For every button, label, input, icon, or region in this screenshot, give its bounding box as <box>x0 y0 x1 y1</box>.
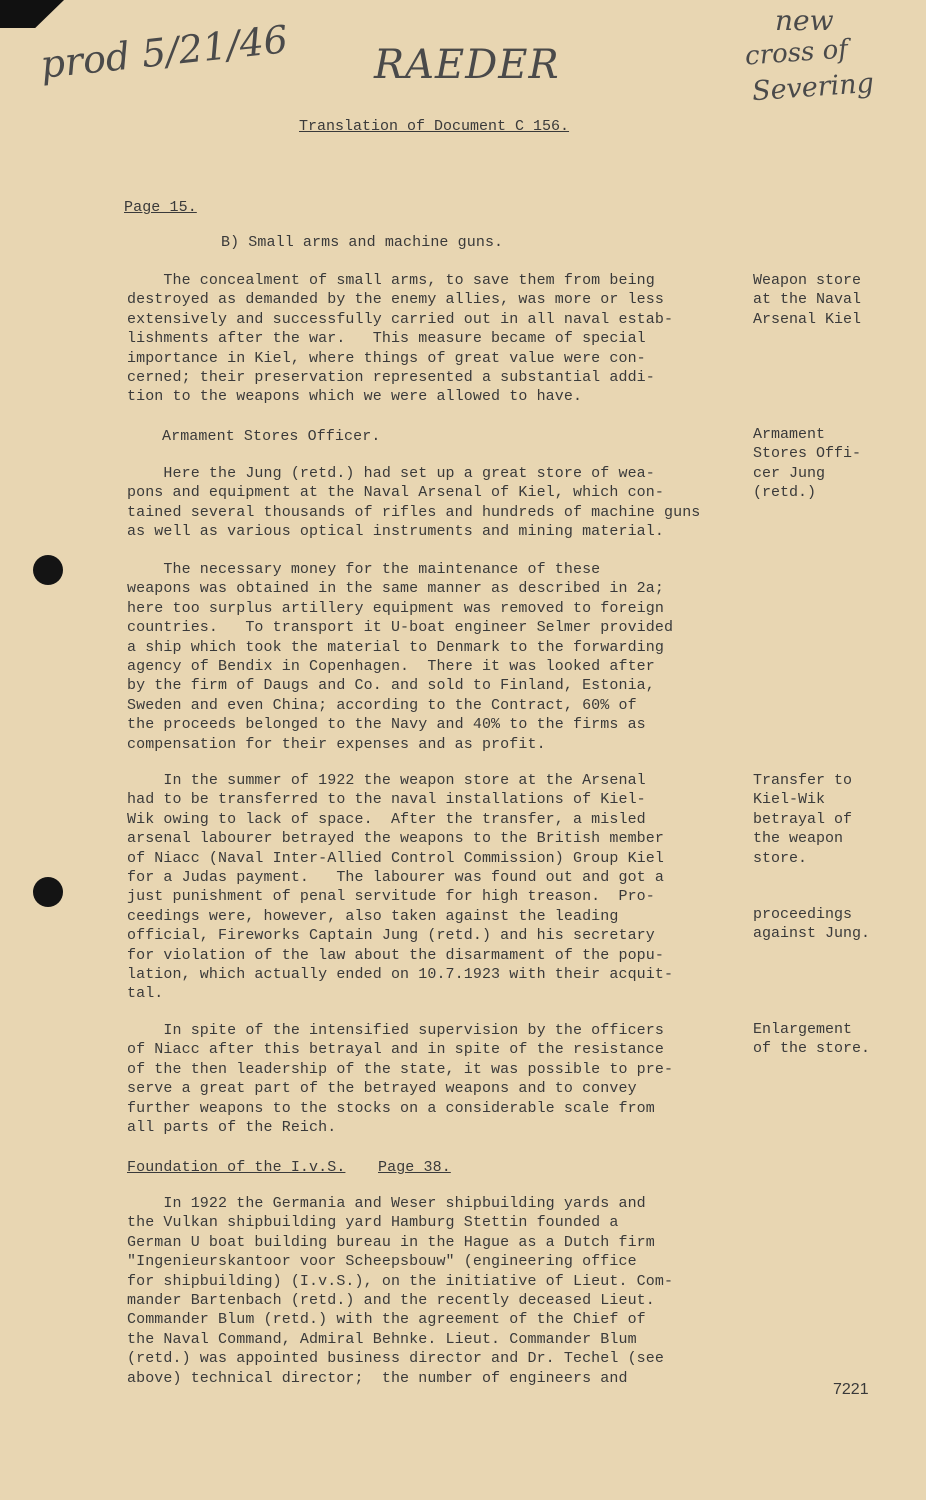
punch-hole-bottom <box>33 877 63 907</box>
page-number: 7221 <box>833 1381 869 1398</box>
page-reference: Page 15. <box>124 199 197 216</box>
paragraph-ivs-foundation: In 1922 the Germania and Weser shipbuilding yards and the Vulkan shipbuilding yard Hamburg Stettin founded a German U boat building bureau in the Hague as a Dutch firm "Ingenieurskantoor voor Scheepsbouw" (engineering office for shipbuilding) (I.v.S.), on the initiative of Lieut. Com- mander Bartenbach (retd.) and the recently deceased Lieut. Commander Blum (retd.) with the agreement of the Chief of the Naval Command, Admiral Behnke. Lieut. Commander Blum (retd.) was appointed business director and Dr. Techel (see above) technical director; the number of engineers and <box>127 1195 674 1387</box>
paragraph-transfer-betrayal: In the summer of 1922 the weapon store at the Arsenal had to be transferred to the naval installations of Kiel- Wik owing to lack of space. After the transfer, a misled arsenal labourer betrayed the weapons to the British member of Niacc (Naval Inter-Allied Control Commission) Group Kiel for a Judas payment. The labourer was found out and got a just punishment of penal servitude for high treason. Pro- ceedings were, however, also taken against the leading official, Fireworks Captain Jung (retd.) and his secretary for violation of the law about the disarmament of the popu- lation, which actually ended on 10.7.1923 with their acquit- tal. <box>127 772 674 1003</box>
ivs-heading: Foundation of the I.v.S. <box>127 1159 346 1176</box>
handwritten-name: RAEDER <box>374 42 560 88</box>
document-title: Translation of Document C 156. <box>299 118 570 135</box>
paragraph-enlargement: In spite of the intensified supervision by the officers of Niacc after this betrayal and in spite of the resistance of the then leadership of the state, it was possible to pre- serve a great part of the betrayed weapons and to convey further weapons to the stocks on a considerable scale from all parts of the Reich. <box>127 1022 674 1137</box>
paragraph-maintenance-money: The necessary money for the maintenance of these weapons was obtained in the same manner as described in 2a; here too surplus artillery equipment was removed to foreign countries. To transport it U-boat engineer Selmer provided a ship which took the material to Denmark to the forwarding agency of Bendix in Copenhagen. There it was looked after by the firm of Daugs and Co. and sold to Finland, Estonia, Sweden and even China; according to the Contract, 60% of the proceeds belonged to the Navy and 40% to the firms as compensation for their expenses and as profit. <box>127 561 674 753</box>
handwritten-note-line-1: new <box>775 4 834 37</box>
margin-note-armament-officer: Armament Stores Offi- cer Jung (retd.) <box>753 426 862 502</box>
handwritten-note-line-2: cross of <box>744 34 849 72</box>
margin-note-transfer: Transfer to Kiel-Wik betrayal of the weapon store. <box>753 772 853 867</box>
margin-note-weapon-store: Weapon store at the Naval Arsenal Kiel <box>753 272 862 328</box>
handwritten-note-line-3: Severing <box>751 67 875 108</box>
ivs-page-reference: Page 38. <box>378 1159 451 1176</box>
paragraph-concealment: The concealment of small arms, to save them from being destroyed as demanded by the enemy allies, was more or less extensively and successfully carried out in all naval estab- lishments after the war. This measure became of special importance in Kiel, where things of great value were con- cerned; their preservation represented a substantial addi- tion to the weapons which we were allowed to have. <box>127 272 674 406</box>
handwritten-date: prod 5/21/46 <box>38 17 290 87</box>
subheading-armament-stores-officer: Armament Stores Officer. <box>162 428 381 445</box>
section-heading: B) Small arms and machine guns. <box>221 234 504 251</box>
margin-note-enlargement: Enlargement of the store. <box>753 1021 871 1058</box>
margin-note-proceedings: proceedings against Jung. <box>753 906 871 943</box>
punch-hole-top <box>33 555 63 585</box>
paragraph-weapon-store: Here the Jung (retd.) had set up a great store of wea- pons and equipment at the Naval Arsenal of Kiel, which con- tained several thousands of rifles and hundreds of machine guns as well as various optical instruments and mining material. <box>127 465 701 541</box>
corner-tab <box>0 0 64 28</box>
